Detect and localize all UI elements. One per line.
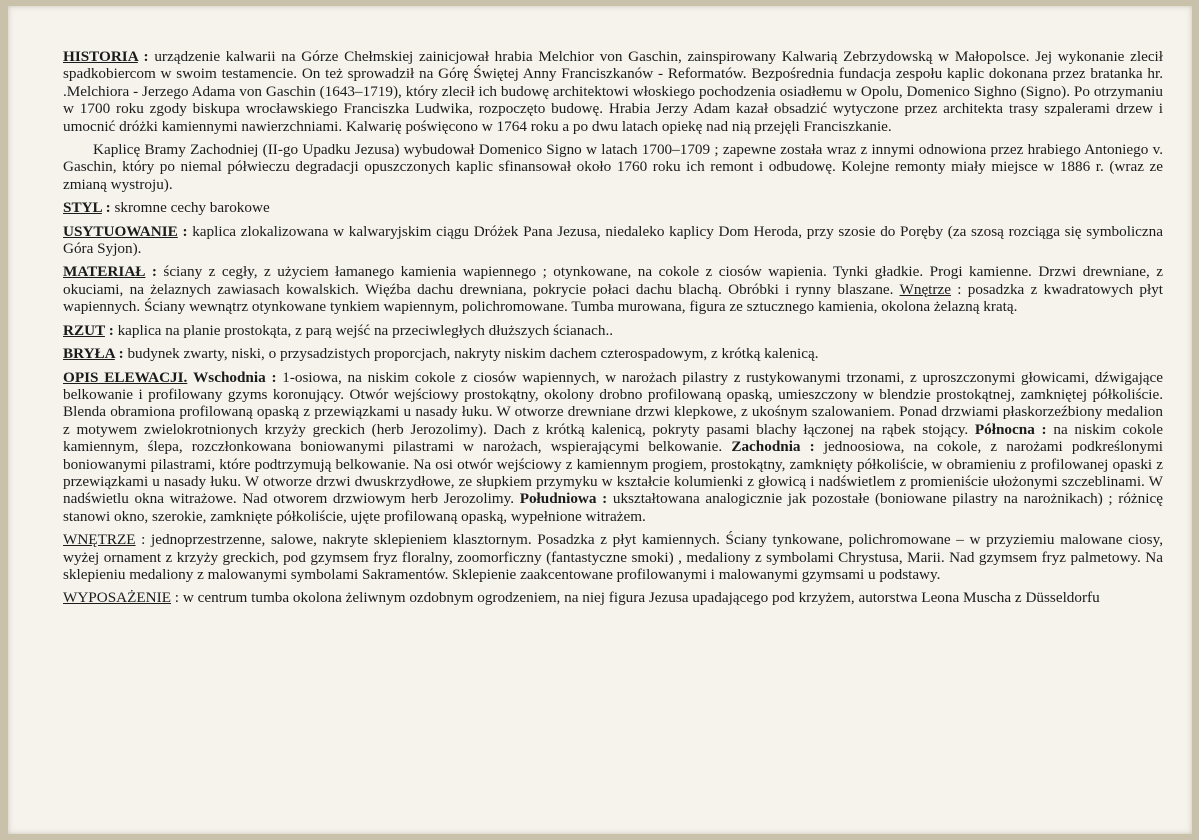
polnocna-label: Północna : [974,420,1047,438]
wnetrze-sep: : [135,531,152,549]
section-wnetrze [63,531,1163,583]
section-styl [63,199,1163,216]
styl-text: skromne cechy barokowe [114,199,270,217]
rzut-text: kaplica na planie prostokąta, z parą wejść na przeciwległych dłuższych ścianach.. [117,321,614,339]
section-material [63,263,1163,315]
styl-heading: STYL [63,199,102,217]
section-historia [63,48,1163,135]
section-opis-elewacji [63,369,1163,526]
usytuowanie-text: kaplica zlokalizowana w kalwaryjskim ciągu Dróżek Pana Jezusa, niedaleko kaplicy Dom Heroda, przy szosie do Poręby (za szosą rozciąga się symboliczna Góra Syjon). [63,222,1163,258]
wnetrze-heading: WNĘTRZE [63,531,136,549]
section-usytuowanie [63,223,1163,258]
bryla-heading: BRYŁA [63,345,115,363]
historia-heading: HISTORIA [63,48,138,65]
usytuowanie-heading: USYTUOWANIE [63,222,178,240]
rzut-sep: : [104,321,118,339]
historia-sep: : [137,48,155,65]
poludniowa-label: Południowa : [519,490,608,508]
poludniowa-text: ukształtowana analogicznie jak pozostałe (boniowane pilastry na narożnikach) ; różnicę stanowi okno, szerokie, zamknięte półkoliście, ujęte profilowaną opaską, wypełnione witrażem. [63,490,1163,525]
polnocna-text: na niskim cokole kamiennym, ślepa, rozczłonkowana boniowanymi pilastrami w narożach, wspierającymi belkowanie. [63,420,1163,456]
material-heading: MATERIAŁ [63,263,146,281]
material-text: ściany z cegły, z użyciem łamanego kamienia wapiennego ; otynkowane, na cokole z ciosów wapienia. Tynki gładkie. Progi kamienne. Drzwi drewniane, z okuciami, na żelaznych zawiasach kowalskich. Więźba dachu drewniana, pokrycie połaci dachu blachą. Obróbki i rynny blaszane. [63,263,1163,298]
document-body [63,48,1163,613]
usytuowanie-sep: : [177,222,193,240]
opis-heading: OPIS ELEWACJI. [63,368,188,386]
section-rzut [63,322,1163,339]
wyposazenie-heading: WYPOSAŻENIE [63,589,171,607]
zachodnia-text: jednoosiowa, na cokole, z narożami podkreślonymi boniowanymi pilastrami, które podtrzymują belkowanie. Na osi otwór wejściowy z kamiennym progiem, prostokątny, zamknięty półkoliście, w obramieniu z profilowanej opaski z przewiązkami u nasady łuku. W otworze drzwi dwuskrzydłowe, ze słupkiem przymyku w kształcie kolumienki z głowicą i nadświetlem z promieniście ułożonymi szczeblinami. W nadświetlu okna witrażowe. Nad otworem drzwiowym herb Jerozolimy. [63,438,1163,508]
wnetrze-text: jednoprzestrzenne, salowe, nakryte sklepieniem klasztornym. Posadzka z płyt kamiennych. Ściany tynkowane, polichromowane – w przyziemiu malowane ciosy, wyżej ornament z krzyży greckich, pod gzymsem fryz floralny, zoomorficzny (fantastyczne smoki) , medaliony z symbolami Chrystusa, Marii. Nad gzymsem fryz palmetowy. Na sklepieniu medaliony z malowanymi symbolami Sakramentów. Sklepienie zaakcentowane profilowanymi i malowanymi gzymsami u podstawy. [63,531,1163,583]
wyposazenie-text: w centrum tumba okolona żeliwnym ozdobnym ogrodzeniem, na niej figura Jezusa upadającego pod krzyżem, autorstwa Leona Muscha z Düsseldorfu [182,589,1100,607]
section-wyposazenie [63,589,1163,606]
styl-sep: : [101,199,115,217]
document-sheet [8,6,1192,834]
historia-text: urządzenie kalwarii na Górze Chełmskiej zainicjował hrabia Melchior von Gaschin, zainspirowany Kalwarią Zebrzydowską w Małopolsce. Jej wykonanie zlecił spadkobiercom w swoim testamencie. On też sprowadził na Górę Świętej Anny Franciszkanów - Reformatów. Bezpośrednia fundacja zespołu kaplic dokonana przez bratanka hr. .Melchiora - Jerzego Adama von Gaschin (1643–1719), który zlecił ich budowę architektowi włoskiego pochodzenia osiadłemu w Opolu, Domenico Sighno (Signo). Po otrzymaniu w 1700 roku zgody biskupa wrocławskiego Franciszka Ludwika, rozpoczęto budowę. Hrabia Jerzy Adam kazał obsadzić wytyczone przez architekta trasy szpalerami drzew i umocnić dróżki kamiennymi nawierzchniami. Kalwarię poświęcono w 1764 roku a po dwu latach opiekę nad nią przejęli Franciszkanie. [63,48,1163,135]
wschodnia-label: Wschodnia : [193,368,277,386]
zachodnia-label: Zachodnia : [731,438,815,456]
bryla-sep: : [114,345,128,363]
bryla-text: budynek zwarty, niski, o przysadzistych proporcjach, nakryty niskim dachem czterospadowym, z krótką kalenicą. [127,345,819,363]
material-sep: : [145,263,164,281]
wnetrze-label: Wnętrze [899,280,951,298]
wschodnia-text: 1-osiowa, na niskim cokole z ciosów wapiennych, w narożach pilastry z rustykowanymi trzonami, z uproszczonymi głowicami, dźwigające belkowanie i profilowany gzyms koronujący. Otwór wejściowy prostokątny, okolony drobno profilowaną opaską, umieszczony w blendzie prostokątnej, zamkniętej półkoliście. Blenda obramiona profilowaną opaską z przewiązkami u nasady łuku. W otworze drewniane drzwi klepkowe, z ukośnym szalowaniem. Ponad drzwiami płaskorzeźbiony medalion z motywem zwielokrotnionych krzyży greckich (herb Jerozolimy). Dach z krótką kalenicą, pokryty pasami blachy łączonej na rąbek stojący. [63,368,1164,438]
section-bryla [63,345,1163,362]
historia-paragraph-2: Kaplicę Bramy Zachodniej (II-go Upadku Jezusa) wybudował Domenico Signo w latach 1700–1709 ; zapewne została wraz z innymi odnowiona przez hrabiego Antoniego v. Gaschin, który po niemal półwieczu degradacji opuszczonych kaplic sfinansował około 1760 roku ich remont i odbudowę. Kolejne remonty miały miejsce w 1886 r. (wraz ze zmianą wystroju). [63,141,1163,193]
wyposazenie-sep: : [171,589,183,607]
rzut-heading: RZUT [63,321,105,339]
wnetrze-inline-text: : posadzka z kwadratowych płyt wapiennych. Ściany wewnątrz otynkowane tynkiem wapiennym, polichromowane. Tumba murowana, figura ze sztucznego kamienia, okolona żelazną kratą. [63,280,1164,316]
